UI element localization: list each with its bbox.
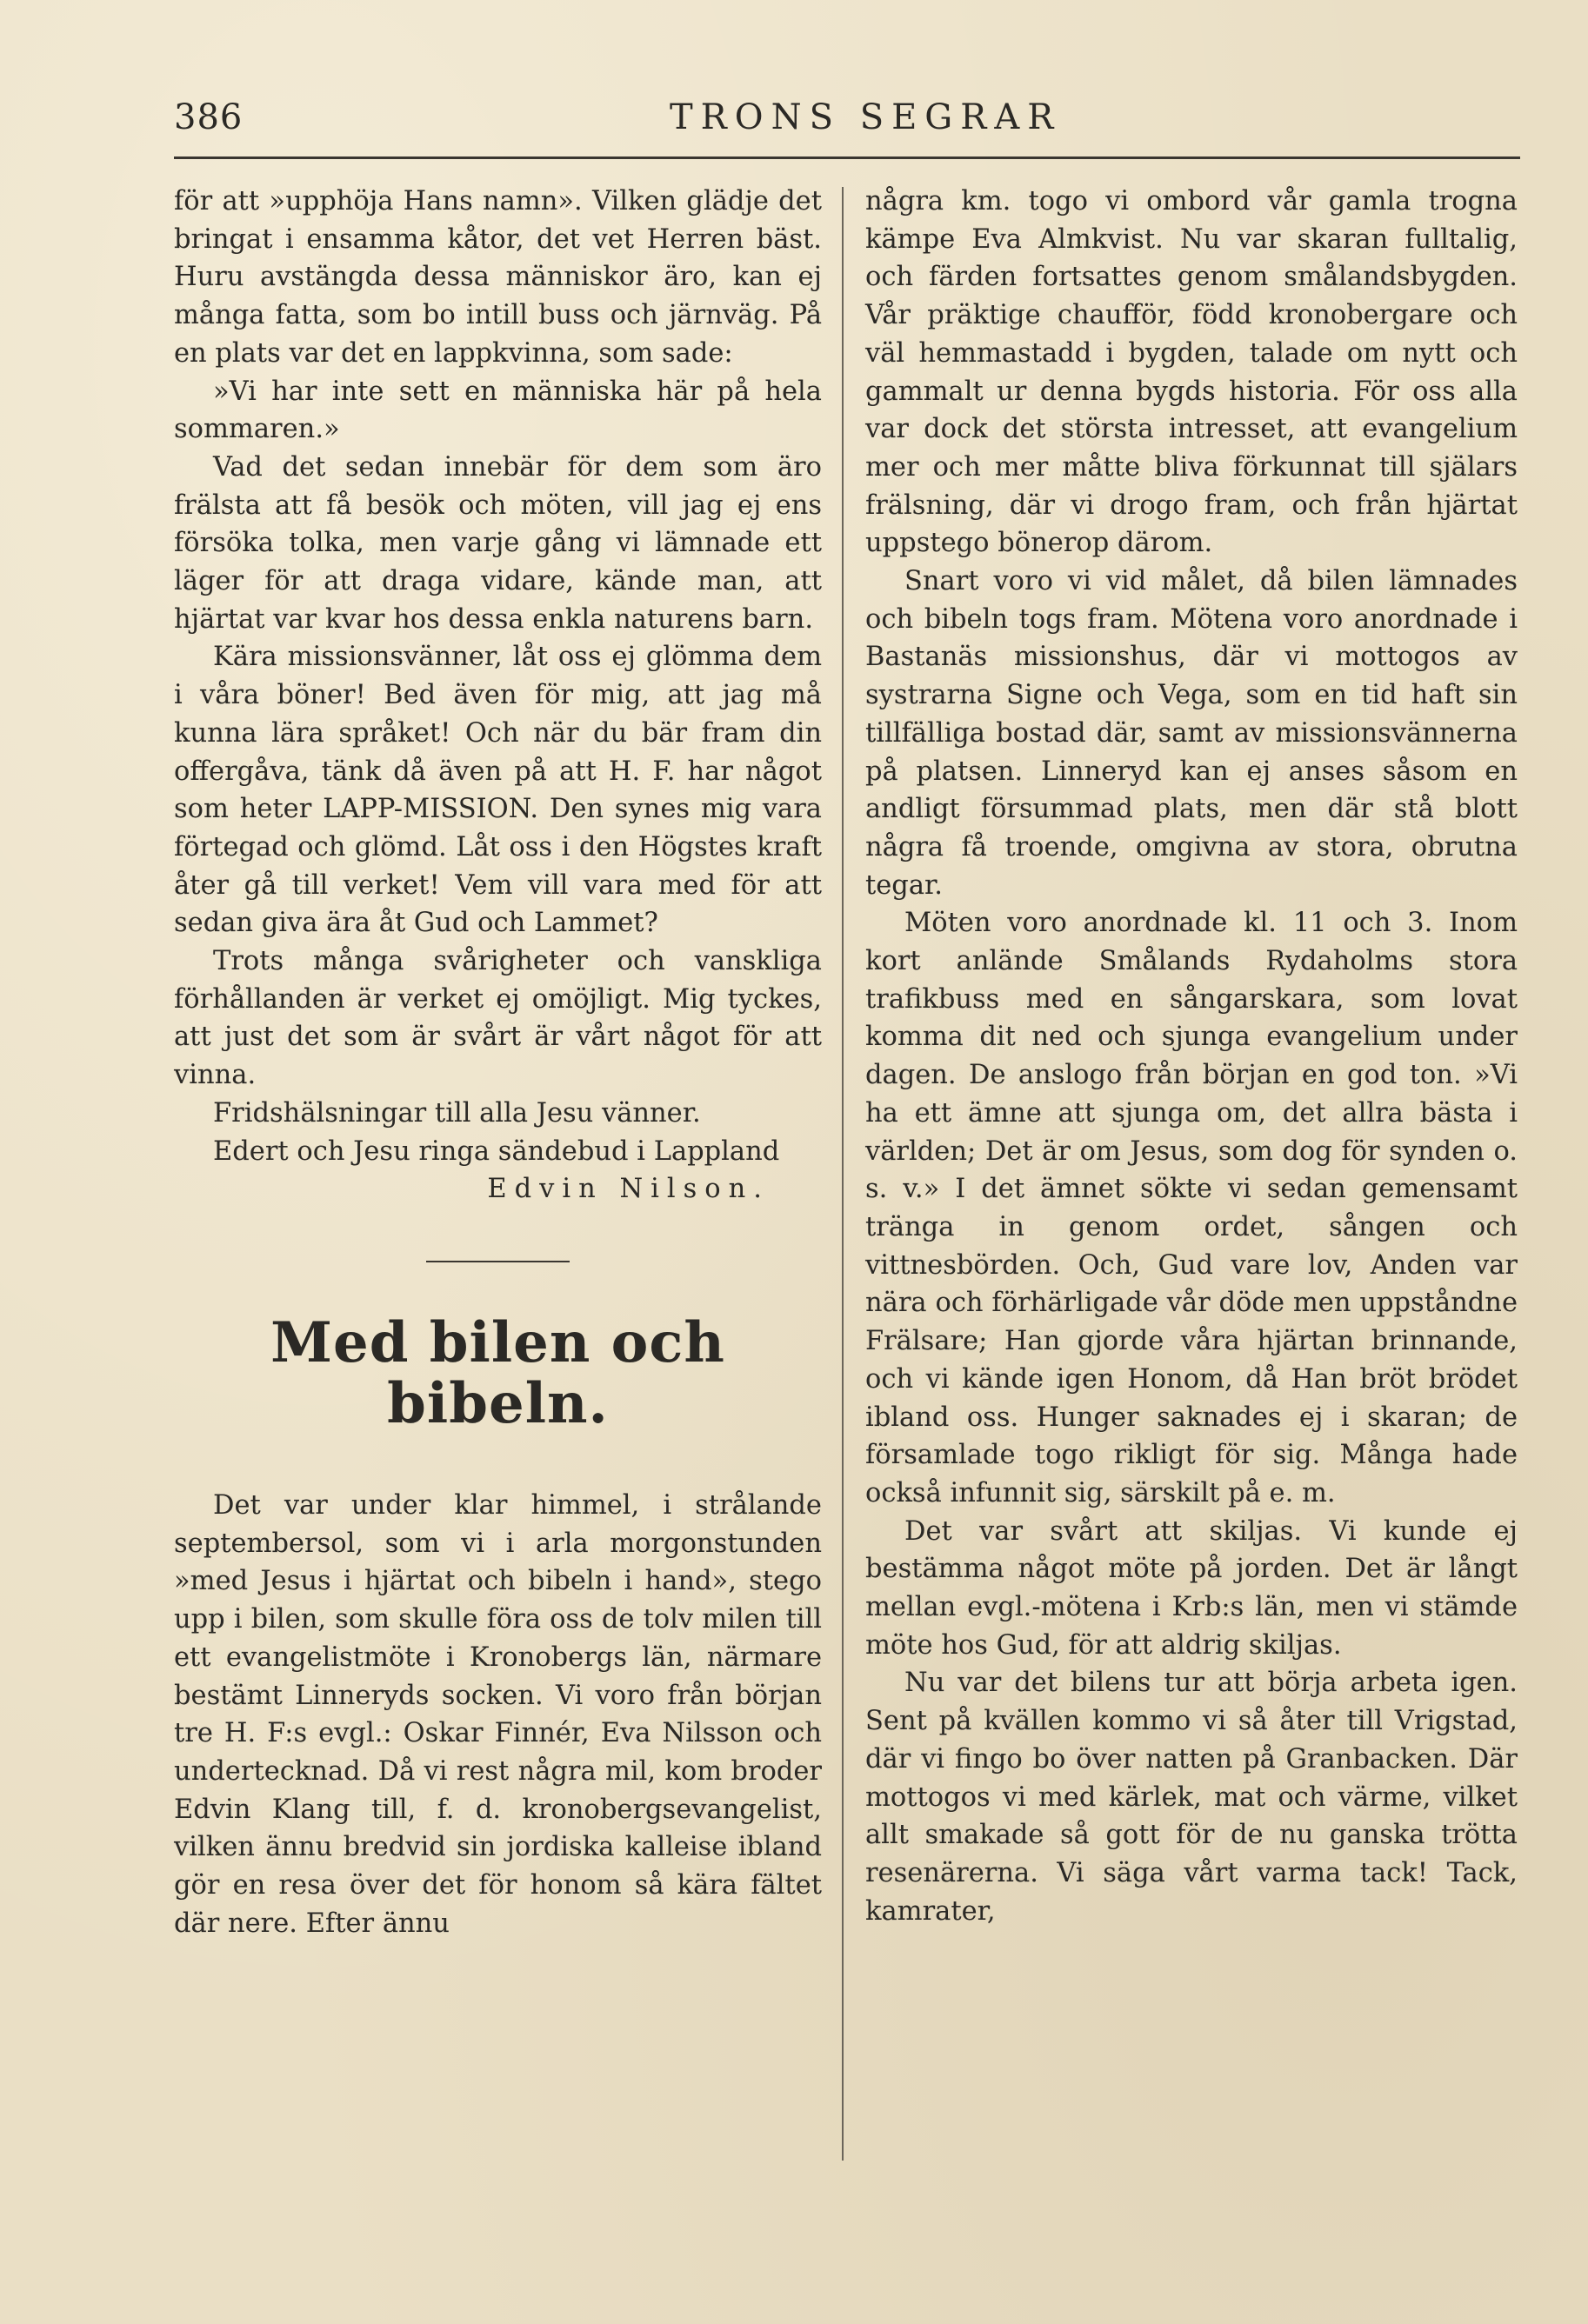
page-header	[174, 97, 1520, 158]
article-heading: Med bilen och bibeln.	[270, 1309, 725, 1436]
paragraph: Nu var det bilens tur att börja arbeta igen. Sent på kvällen kommo vi så åter till Vrigstad, där vi fingo bo över natten på Granbacken. Där mottogos vi med kärlek, mat och värme, vilket allt smakade så gott för de nu ganska trötta resenärerna. Vi säga vårt varma tack! Tack, kamrater,	[865, 1668, 1518, 1927]
paragraph: Snart voro vi vid målet, då bilen lämnades och bibeln togs fram. Mötena voro anordnade i Bastanäs missionshus, där vi mottogos av systrarna Signe och Vega, som en tid haft sin tillfälliga bostad där, samt av missionsvännerna på platsen. Linneryd kan ej anses såsom en andligt försummad plats, men där stå blott några få troende, omgivna av stora, obrutna tegar.	[865, 566, 1518, 901]
paragraph: Kära missionsvänner, låt oss ej glömma dem i våra böner! Bed även för mig, att jag må kunna lära språket! Och när du bär fram din offergåva, tänk då även på att H. F. har något som heter LAPP-MISSION. Den synes mig vara förtegad och glömd. Låt oss i den Högstes kraft åter gå till verket! Vem vill vara med för att sedan giva ära åt Gud och Lammet?	[174, 642, 822, 939]
paragraph: för att »upphöja Hans namn». Vilken glädje det bringat i ensamma kåtor, det vet Herren bäst. Huru avstängda dessa människor äro, kan ej många fatta, som bo intill buss och järnväg. På en plats var det en lappkvinna, som sade:	[174, 186, 822, 369]
paragraph: Möten voro anordnade kl. 11 och 3. Inom kort anlände Smålands Rydaholms stora trafikbuss med en sångarskara, som lovat komma dit ned och sjunga evangelium under dagen. De anslogo från början en god ton. »Vi ha ett ämne att sjunga om, det allra bästa i världen; Det är om Jesus, som dog för synden o. s. v.» I det ämnet sökte vi sedan gemensamt tränga in genom ordet, sången och vittnesbörden. Och, Gud vare lov, Anden var nära och förhärligade vår döde men uppståndne Frälsare; Han gjorde våra hjärtan brinnande, och vi kände igen Honom, då Han bröt brödet ibland oss. Hunger saknades ej i skaran; de församlade togo rikligt för sig. Många hade också infunnit sig, särskilt på e. m.	[865, 908, 1518, 1508]
paragraph: »Vi har inte sett en människa här på hela sommaren.»	[174, 376, 822, 445]
paragraph: Vad det sedan innebär för dem som äro frälsta att få besök och möten, vill jag ej ens försöka tolka, men varje gång vi lämnade ett läger för att draga vidare, kände man, att hjärtat var kvar hos dessa enkla naturens barn.	[174, 451, 822, 635]
paragraph: Trots många svårigheter och vanskliga förhållanden är verket ej omöjligt. Mig tyckes, att just det som är svårt är vårt något för att vinna.	[174, 946, 822, 1091]
paragraph: Det var under klar himmel, i strålande septembersol, som vi i arla morgonstunden »med Jesus i hjärtat och bibeln i hand», stego upp i bilen, som skulle föra oss de tolv milen till ett evangelistmöte i Kronobergs län, närmare bestämt Linneryds socken. Vi voro från början tre H. F:s evgl.: Oskar Finnér, Eva Nilsson och undertecknad. Då vi rest några mil, kom broder Edvin Klang till, f. d. kronobergsevangelist, vilken ännu bredvid sin jordiska kalleise ibland gör en resa över det för honom så kära fältet där nere. Efter ännu	[174, 1489, 822, 1939]
header-rule	[174, 156, 1520, 159]
section-divider	[426, 1261, 570, 1262]
signature: Edvin Nilson.	[487, 1174, 770, 1205]
right-column	[865, 183, 1518, 1930]
running-title: TRONS SEGRAR	[670, 97, 1062, 137]
column-divider	[842, 187, 844, 2161]
paragraph: några km. togo vi ombord vår gamla trogna kämpe Eva Almkvist. Nu var skaran fulltalig, och färden fortsattes genom smålandsbygden. Vår präktige chaufför, född kronobergare och väl hemmastadd i bygden, talade om nytt och gammalt ur denna bygds historia. För oss alla var dock det största intresset, att evangelium mer och mer måtte bliva förkunnat till själars frälsning, där vi drogo fram, och från hjärtat uppstego bönerop därom.	[865, 186, 1518, 559]
page-number: 386	[174, 97, 244, 137]
paragraph: Edert och Jesu ringa sändebud i Lappland	[213, 1135, 780, 1167]
paragraph: Det var svårt att skiljas. Vi kunde ej bestämma något möte på jorden. Det är långt mellan evgl.-mötena i Krb:s län, men vi stämde möte hos Gud, för att aldrig skiljas.	[865, 1515, 1518, 1661]
left-column	[174, 183, 822, 1942]
paragraph: Fridshälsningar till alla Jesu vänner.	[213, 1097, 701, 1129]
